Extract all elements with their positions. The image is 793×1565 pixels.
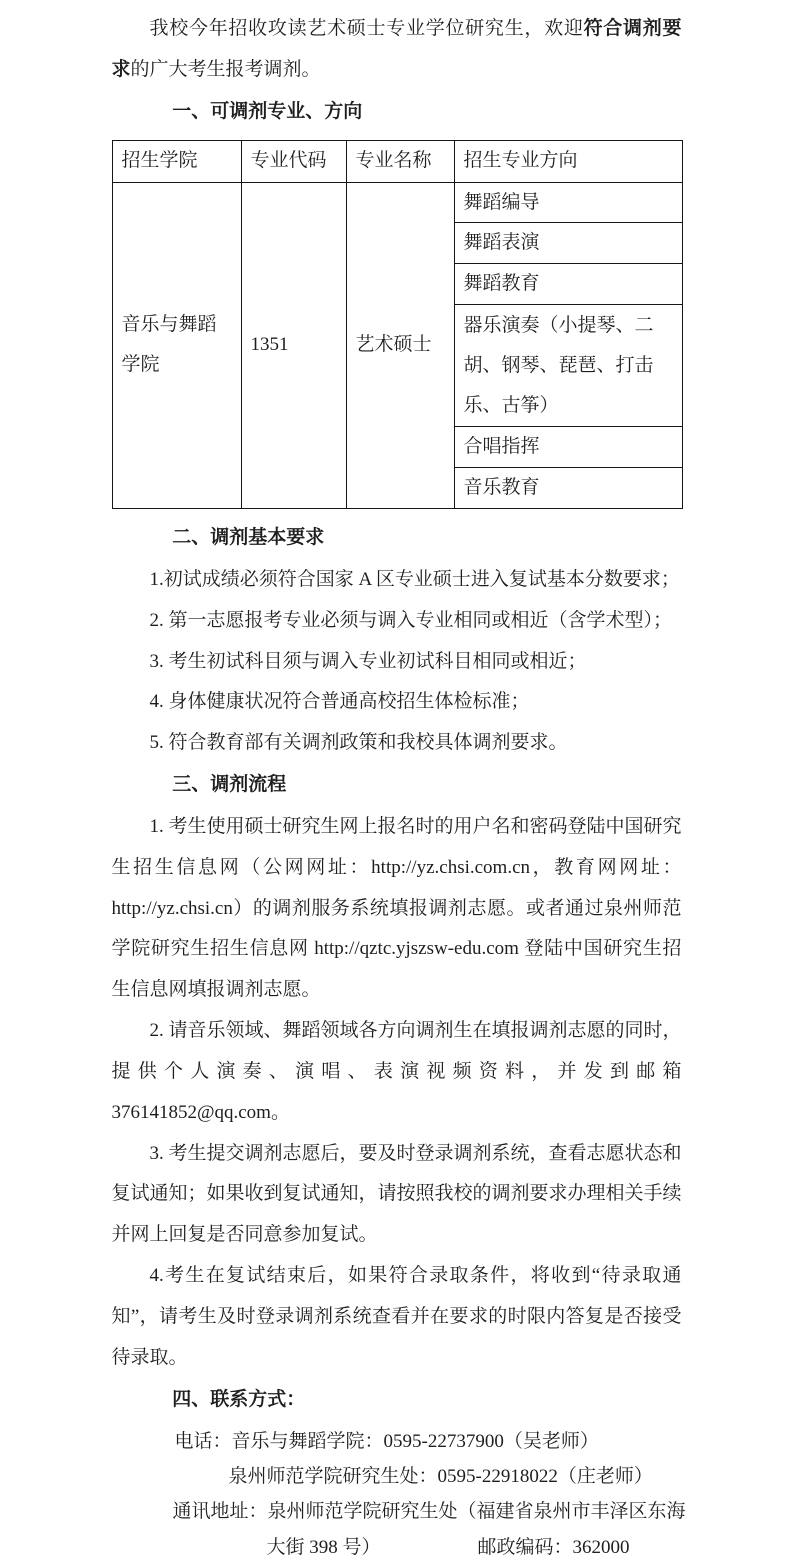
phone-line-2: 泉州师范学院研究生处：0595-22918022（庄老师） bbox=[228, 1465, 653, 1487]
header-cell-code: 专业代码 bbox=[241, 140, 346, 182]
table-header-row bbox=[112, 140, 682, 182]
intro-paragraph bbox=[112, 9, 682, 91]
process-item: 3. 考生提交调剂志愿后，要及时登录调剂系统，查看志愿状态和复试通知；如果收到复试通知，请按照我校的调剂要求办理相关手续并网上回复是否同意参加复试。 bbox=[111, 1142, 682, 1246]
requirement-item: 1.初试成绩必须符合国家 A 区专业硕士进入复试基本分数要求； bbox=[149, 568, 680, 590]
header-cell-direction: 招生专业方向 bbox=[454, 140, 682, 182]
intro-bold-text: 符合调剂要求 bbox=[111, 18, 682, 80]
intro-text-after: 的广大考生报考调剂。 bbox=[130, 58, 321, 80]
address-continuation: 大街 398 号） bbox=[266, 1536, 381, 1558]
document-page bbox=[111, 0, 686, 1565]
direction-cell: 器乐演奏（小提琴、二胡、钢琴、琵琶、打击乐、古筝） bbox=[454, 305, 682, 427]
majors-table bbox=[112, 140, 683, 509]
header-cell-name: 专业名称 bbox=[346, 140, 454, 182]
requirement-item: 2. 第一志愿报考专业必须与调入专业相同或相近（含学术型）； bbox=[149, 609, 673, 631]
section3-heading: 三、调剂流程 bbox=[172, 774, 287, 796]
intro-text: 我校今年招收攻读艺术硕士专业学位研究生，欢迎 bbox=[149, 18, 584, 39]
section1-heading: 一、可调剂专业、方向 bbox=[172, 100, 363, 122]
process-item: 4.考生在复试结束后，如果符合录取条件，将收到“待录取通知”，请考生及时登录调剂系统查看并在要求的时限内答复是否接受待录取。 bbox=[111, 1265, 682, 1368]
postal-code: 邮政编码：362000 bbox=[477, 1536, 630, 1558]
process-item: 1. 考生使用硕士研究生网上报名时的用户名和密码登陆中国研究生招生信息网（公网网址：http://yz.chsi.com.cn，教育网网址：http://yz.chsi.cn）的调剂服务系统填报调剂志愿。或者通过泉州师范学院研究生招生信息网 http://qztc.yjszsw-edu.com 登陆中国研究生招生信息网填报调剂志愿。 bbox=[111, 815, 682, 1001]
process-item: 2. 请音乐领域、舞蹈领域各方向调剂生在填报调剂志愿的同时，提供个人演奏、演唱、表演视频资料，并发到邮箱 376141852@qq.com。 bbox=[111, 1020, 682, 1123]
phone-line: 电话：音乐与舞蹈学院：0595-22737900（吴老师） bbox=[174, 1430, 599, 1452]
direction-cell: 舞蹈表演 bbox=[454, 223, 682, 264]
header-cell-college: 招生学院 bbox=[112, 140, 241, 182]
direction-cell: 舞蹈教育 bbox=[454, 264, 682, 305]
major-name-cell: 艺术硕士 bbox=[346, 182, 454, 508]
address-line: 通讯地址：泉州师范学院研究生处（福建省泉州市丰泽区东海 bbox=[172, 1501, 686, 1523]
major-code-cell: 1351 bbox=[241, 182, 346, 508]
direction-cell: 音乐教育 bbox=[454, 468, 682, 509]
contact-section bbox=[112, 1380, 686, 1565]
college-cell: 音乐与舞蹈学院 bbox=[112, 182, 241, 508]
section4-heading: 四、联系方式： bbox=[172, 1388, 306, 1410]
direction-row bbox=[112, 182, 682, 223]
address-continuation-line bbox=[112, 1530, 682, 1565]
section2-heading: 二、调剂基本要求 bbox=[172, 526, 325, 548]
requirement-item: 3. 考生初试科目须与调入专业初试科目相同或相近； bbox=[149, 650, 587, 672]
direction-cell: 合唱指挥 bbox=[454, 427, 682, 468]
requirement-item: 4. 身体健康状况符合普通高校招生体检标准； bbox=[149, 691, 530, 713]
requirement-item: 5. 符合教育部有关调剂政策和我校具体调剂要求。 bbox=[149, 732, 568, 754]
direction-cell: 舞蹈编导 bbox=[454, 182, 682, 223]
